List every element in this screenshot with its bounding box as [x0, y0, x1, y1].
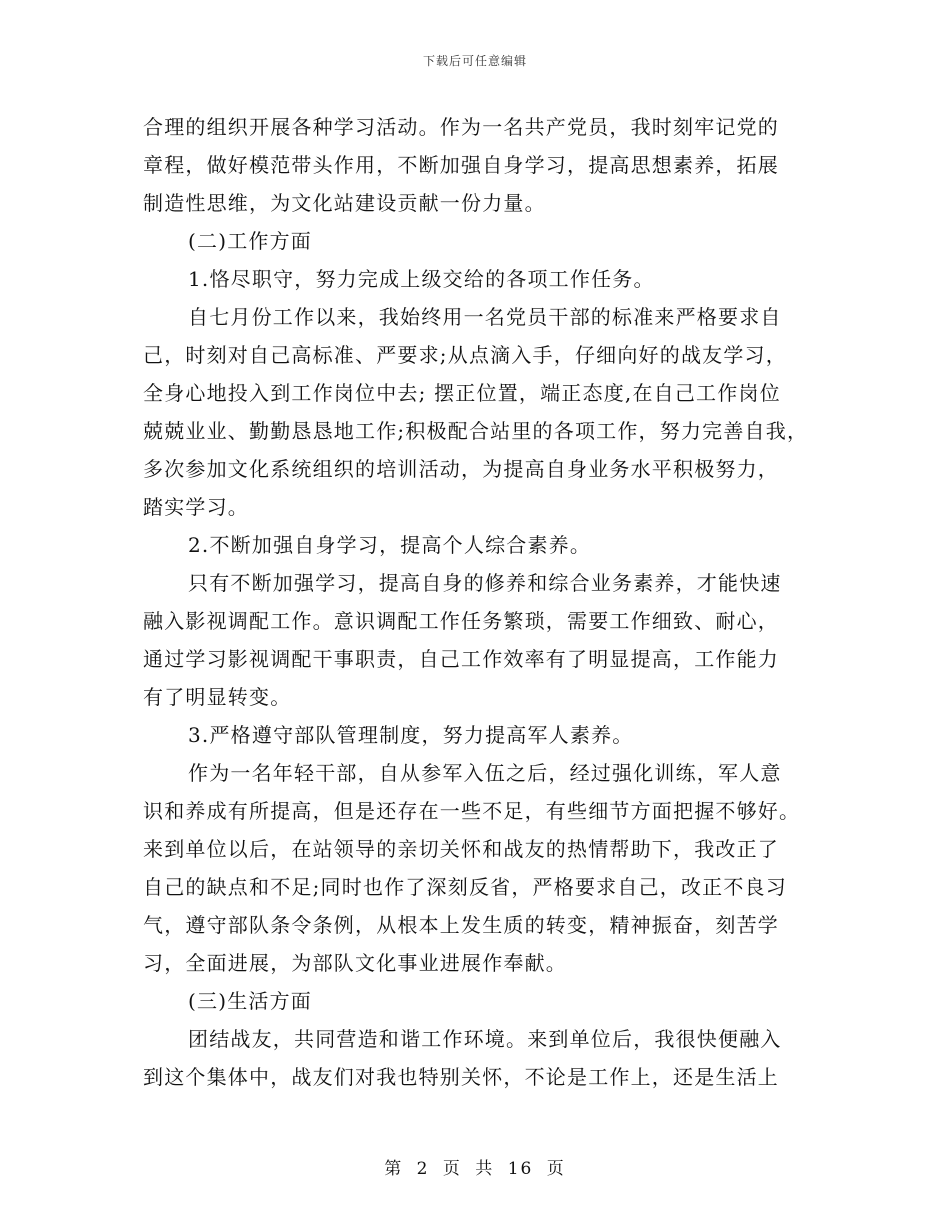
text-line: 习，全面进展，为部队文化事业进展作奉献。 [143, 951, 567, 975]
text-line: 踏实学习。 [143, 495, 249, 519]
text-line: 团结战友，共同营造和谐工作环境。来到单位后，我很快便融入 [188, 1027, 782, 1051]
page-indicator: 第 2 页 共 16 页 [384, 1159, 566, 1179]
text-line: 多次参加文化系统组织的培训活动，为提高自身业务水平积极努力， [143, 457, 779, 481]
text-line: 只有不断加强学习，提高自身的修养和综合业务素养，才能快速 [188, 571, 782, 595]
text-line: 章程，做好模范带头作用，不断加强自身学习，提高思想素养，拓展 [143, 153, 779, 177]
text-line: 融入影视调配工作。意识调配工作任务繁琐，需要工作细致、耐心， [143, 609, 779, 633]
text-line: 识和养成有所提高，但是还存在一些不足，有些细节方面把握不够好。 [143, 799, 801, 823]
text-line: 作为一名年轻干部，自从参军入伍之后，经过强化训练，军人意 [188, 761, 782, 785]
text-line: 气，遵守部队条令条例，从根本上发生质的转变，精神振奋，刻苦学 [143, 913, 779, 937]
text-line: (二)工作方面 [188, 229, 313, 253]
text-line: 来到单位以后，在站领导的亲切关怀和战友的热情帮助下，我改正了 [143, 837, 779, 861]
document-body [143, 108, 823, 1096]
text-line: 自七月份工作以来，我始终用一名党员干部的标准来严格要求自 [188, 305, 782, 329]
text-line: 3.严格遵守部队管理制度，努力提高军人素养。 [188, 723, 634, 747]
text-line: 己，时刻对自己高标准、严要求;从点滴入手，仔细向好的战友学习， [143, 343, 787, 367]
text-line: 自己的缺点和不足;同时也作了深刻反省，严格要求自己，改正不良习 [143, 875, 787, 899]
text-line: 到这个集体中，战友们对我也特别关怀，不论是工作上，还是生活上 [143, 1065, 779, 1089]
text-line: 2.不断加强自身学习，提高个人综合素养。 [188, 533, 592, 557]
text-line: 合理的组织开展各种学习活动。作为一名共产党员，我时刻牢记党的 [143, 115, 779, 139]
text-line: 兢兢业业、勤勤恳恳地工作;积极配合站里的各项工作，努力完善自我， [143, 419, 809, 443]
text-line: (三)生活方面 [188, 989, 313, 1013]
text-line: 通过学习影视调配干事职责，自己工作效率有了明显提高，工作能力 [143, 647, 779, 671]
text-line: 1.恪尽职守，努力完成上级交给的各项工作任务。 [188, 267, 655, 291]
header-note: 下载后可任意编辑 [422, 54, 527, 68]
text-line: 全身心地投入到工作岗位中去; 摆正位置，端正态度,在自己工作岗位 [143, 381, 781, 405]
text-line: 制造性思维，为文化站建设贡献一份力量。 [143, 191, 546, 215]
text-line: 有了明显转变。 [143, 685, 292, 709]
